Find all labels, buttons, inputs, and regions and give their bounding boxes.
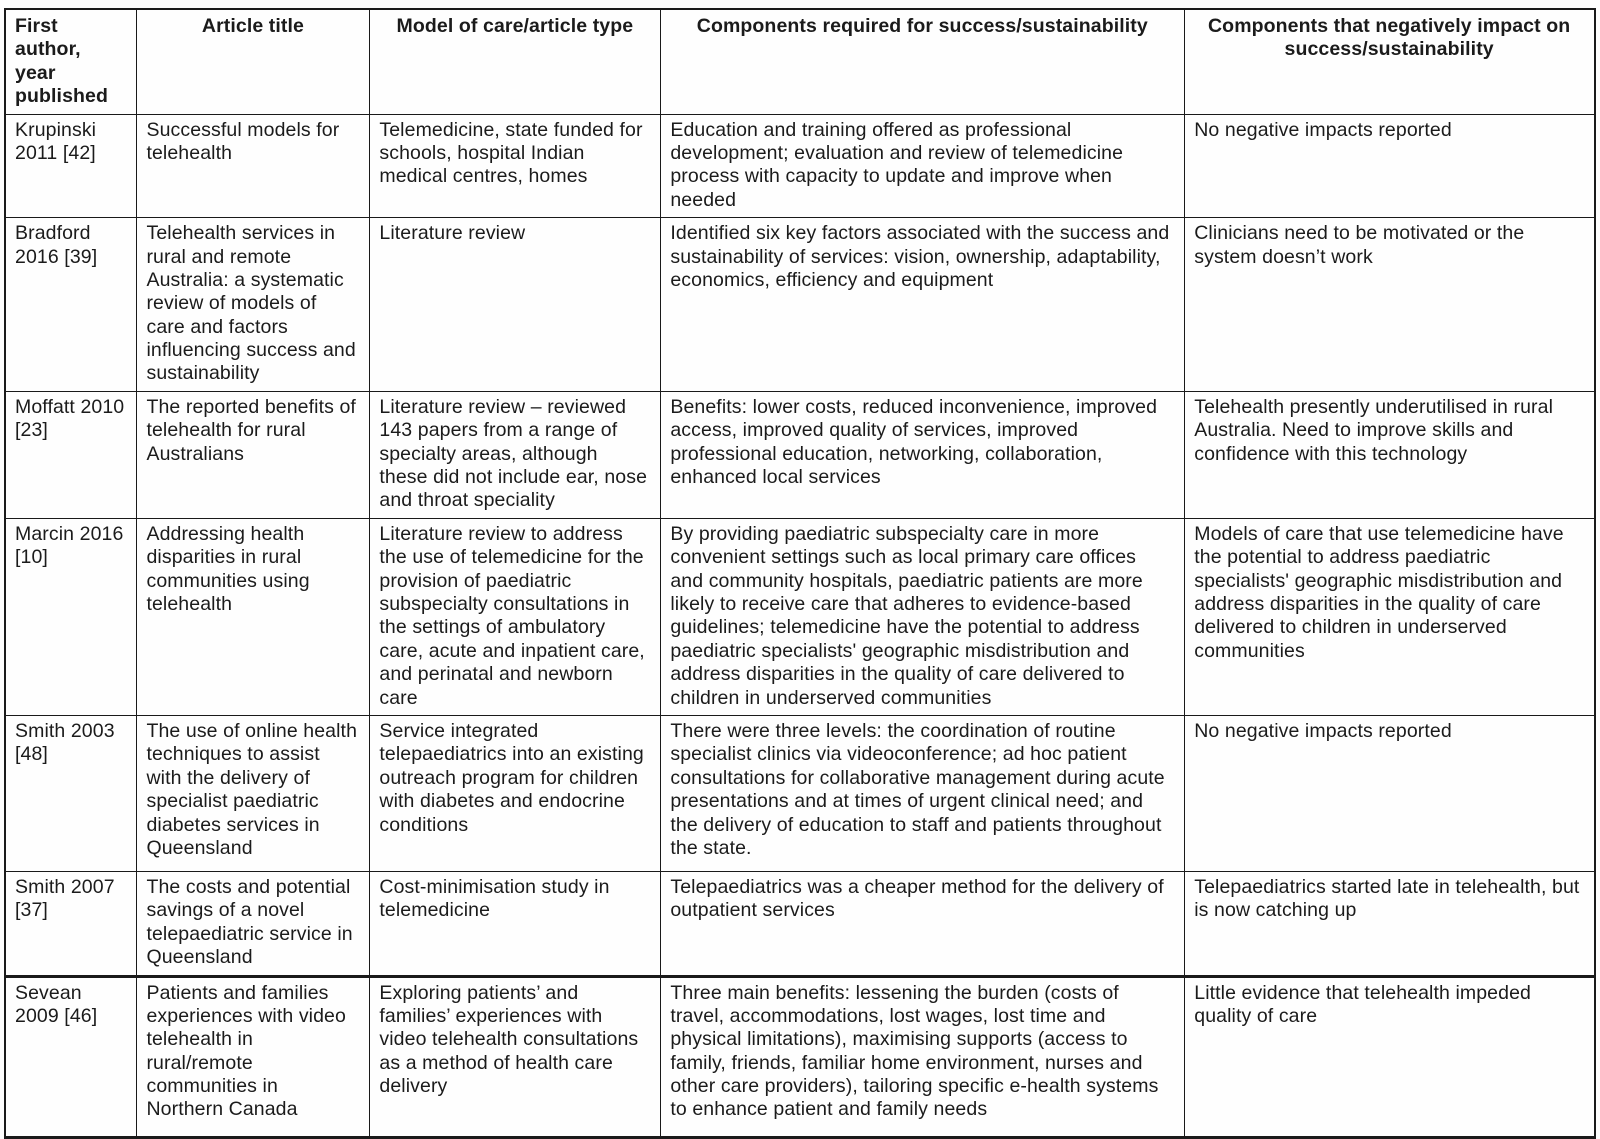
cell-negative: Models of care that use telemedicine have the potential to address paediatric specialists' geographic misdistribution and address disparities in the quality of care delivered to children in underserved communities bbox=[1185, 518, 1595, 715]
cell-title: The reported benefits of telehealth for rural Australians bbox=[137, 391, 370, 518]
col-header-model: Model of care/article type bbox=[370, 9, 661, 114]
cell-success: There were three levels: the coordination of routine specialist clinics via videoconference; ad hoc patient consultations for collaborative management during acute presentations and at times of urgent clinical need; and the delivery of education to staff and patients throughout the state. bbox=[661, 715, 1185, 871]
cell-title: Successful models for telehealth bbox=[137, 114, 370, 218]
cell-success: Education and training offered as professional development; evaluation and review of telemedicine process with capacity to update and improve when needed bbox=[661, 114, 1185, 218]
cell-author: Sevean 2009 [46] bbox=[5, 976, 137, 1137]
cell-model: Exploring patients’ and families’ experiences with video telehealth consultations as a method of health care delivery bbox=[370, 976, 661, 1137]
cell-author: Moffatt 2010 [23] bbox=[5, 391, 137, 518]
cell-title: Addressing health disparities in rural communities using telehealth bbox=[137, 518, 370, 715]
table-row bbox=[5, 715, 1595, 871]
cell-success: Benefits: lower costs, reduced inconvenience, improved access, improved quality of services, improved professional education, networking, collaboration, enhanced local services bbox=[661, 391, 1185, 518]
table-row bbox=[5, 391, 1595, 518]
cell-author: Smith 2007 [37] bbox=[5, 871, 137, 976]
cell-title: Telehealth services in rural and remote Australia: a systematic review of models of care and factors influencing success and sustainability bbox=[137, 218, 370, 392]
cell-title: The costs and potential savings of a novel telepaediatric service in Queensland bbox=[137, 871, 370, 976]
review-table bbox=[4, 8, 1596, 1139]
cell-model: Cost-minimisation study in telemedicine bbox=[370, 871, 661, 976]
cell-negative: No negative impacts reported bbox=[1185, 114, 1595, 218]
cell-negative: No negative impacts reported bbox=[1185, 715, 1595, 871]
table-row bbox=[5, 976, 1595, 1137]
cell-author: Marcin 2016 [10] bbox=[5, 518, 137, 715]
cell-author: Bradford 2016 [39] bbox=[5, 218, 137, 392]
cell-success: Three main benefits: lessening the burden (costs of travel, accommodations, lost wages, lost time and physical limitations), maximising supports (access to family, friends, familiar home environment, nurses and other care providers), tailoring specific e-health systems to enhance patient and family needs bbox=[661, 976, 1185, 1137]
cell-model: Literature review – reviewed 143 papers from a range of specialty areas, although these did not include ear, nose and throat speciality bbox=[370, 391, 661, 518]
cell-negative: Little evidence that telehealth impeded quality of care bbox=[1185, 976, 1595, 1137]
col-header-negative: Components that negatively impact on success/sustainability bbox=[1185, 9, 1595, 114]
cell-author: Smith 2003 [48] bbox=[5, 715, 137, 871]
cell-negative: Clinicians need to be motivated or the system doesn’t work bbox=[1185, 218, 1595, 392]
table-row bbox=[5, 218, 1595, 392]
cell-title: Patients and families experiences with video telehealth in rural/remote communities in Northern Canada bbox=[137, 976, 370, 1137]
table-row bbox=[5, 871, 1595, 976]
cell-title: The use of online health techniques to assist with the delivery of specialist paediatric diabetes services in Queensland bbox=[137, 715, 370, 871]
cell-success: Identified six key factors associated with the success and sustainability of services: vision, ownership, adaptability, economics, efficiency and equipment bbox=[661, 218, 1185, 392]
cell-success: By providing paediatric subspecialty care in more convenient settings such as local primary care offices and community hospitals, paediatric patients are more likely to receive care that adheres to evidence-based guidelines; telemedicine have the potential to address paediatric specialists' geographic misdistribution and address disparities in the quality of care delivered to children in underserved communities bbox=[661, 518, 1185, 715]
cell-success: Telepaediatrics was a cheaper method for the delivery of outpatient services bbox=[661, 871, 1185, 976]
cell-model: Literature review to address the use of telemedicine for the provision of paediatric subspecialty consultations in the settings of ambulatory care, acute and inpatient care, and perinatal and newborn care bbox=[370, 518, 661, 715]
table-row bbox=[5, 114, 1595, 218]
cell-model: Telemedicine, state funded for schools, hospital Indian medical centres, homes bbox=[370, 114, 661, 218]
table-header-row bbox=[5, 9, 1595, 114]
cell-negative: Telehealth presently underutilised in rural Australia. Need to improve skills and confidence with this technology bbox=[1185, 391, 1595, 518]
col-header-success: Components required for success/sustainability bbox=[661, 9, 1185, 114]
col-header-title: Article title bbox=[137, 9, 370, 114]
cell-model: Service integrated telepaediatrics into an existing outreach program for children with diabetes and endocrine conditions bbox=[370, 715, 661, 871]
col-header-author: First author, year published bbox=[5, 9, 137, 114]
cell-model: Literature review bbox=[370, 218, 661, 392]
table-row bbox=[5, 518, 1595, 715]
cell-negative: Telepaediatrics started late in telehealth, but is now catching up bbox=[1185, 871, 1595, 976]
cell-author: Krupinski 2011 [42] bbox=[5, 114, 137, 218]
